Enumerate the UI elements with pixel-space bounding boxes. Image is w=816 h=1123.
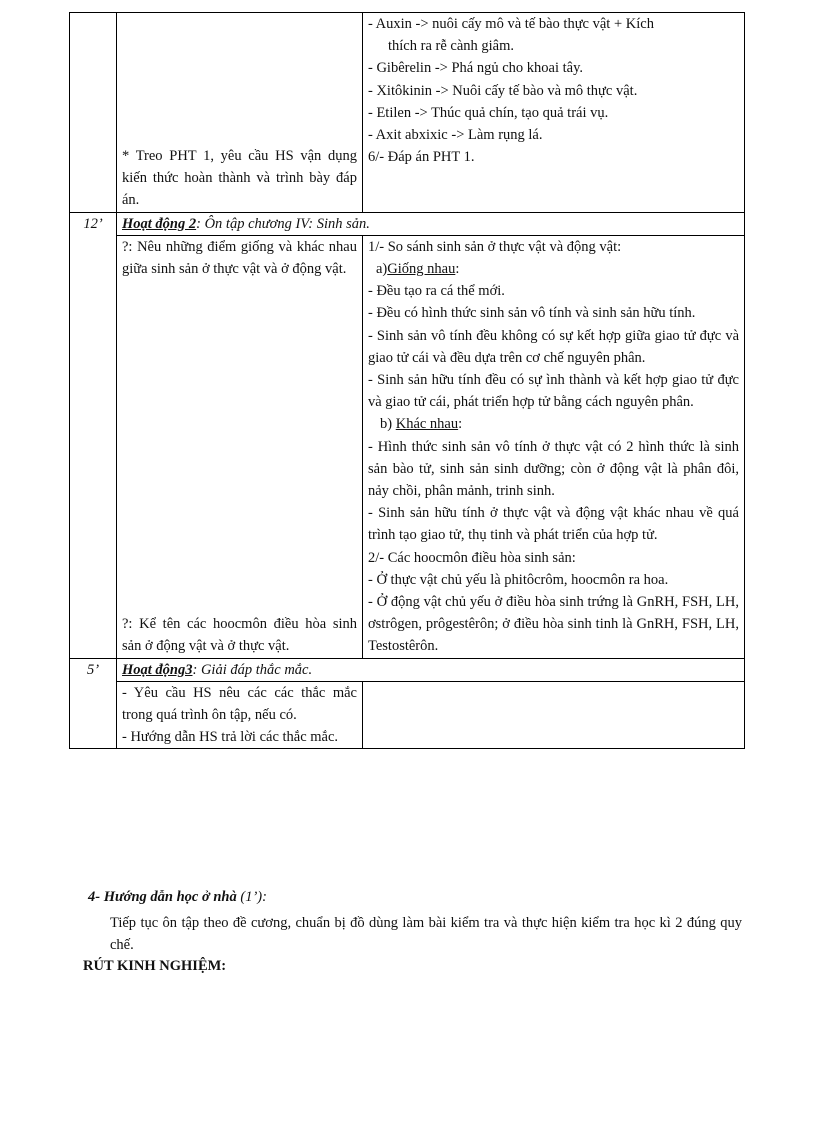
activity2-title-rest: : Ôn tập chương IV: Sinh sản. [196,215,370,232]
activity2-title-bold: Hoạt động 2 [122,215,197,232]
a1-title: 1/- So sánh sinh sản ở thực vật và động vật: [368,238,622,255]
a1-same-item: - Đều tạo ra cá thể mới. [368,283,505,300]
activity2-time: 12’ [70,212,117,658]
activity3-title-rest: : Giải đáp thắc mắc. [192,661,313,678]
lesson-table [69,12,745,749]
axit-line: - Axit abxixic -> Làm rụng lá. [368,127,543,144]
activity3-time: 5’ [70,658,117,749]
time-cell-empty [70,13,117,213]
activity3-title-bold: Hoạt động3 [122,661,193,678]
student-cell-top [363,13,745,213]
activity3-line: - Yêu cầu HS nêu các các thắc mắc trong quá trình ôn tập, nếu có. [122,684,357,724]
a1-diff-heading: b) Khác nhau: [380,416,463,433]
a1-same-item: - Sinh sản vô tính đều không có sự kết hợp giữa giao tử đực và giao tử cái và đều dựa trên cơ chế nguyên phân. [368,327,739,366]
activity2-heading [117,212,745,235]
a1-diff-item: - Hình thức sinh sản vô tính ở thực vật có 2 hình thức là sinh sản bào tử, sinh sản sinh dưỡng; còn ở động vật là phân đôi, nảy chồi, phân mảnh, trinh sinh. [368,438,739,500]
homework-title: 4- Hướng dẫn học ở nhà [88,889,237,905]
activity3-line: - Hướng dẫn HS trả lời các thắc mắc. [122,729,339,746]
auxin-line: - Auxin -> nuôi cấy mô và tế bào thực vật + Kích [368,16,654,32]
a1-same-item: - Sinh sản hữu tính đều có sự ình thành và kết hợp giao tử đực và giao tử cái, phát triển hợp tử bằng cách nguyên phân. [368,372,739,411]
teacher-cell-top [117,13,363,213]
homework-time: (1’): [236,889,267,905]
a1-same-heading: a)Giống nhau: [376,261,460,278]
a2-item: - Ở thực vật chủ yếu là phitôcrôm, hoocmôn ra hoa. [368,571,669,588]
a2-title: 2/- Các hoocmôn điều hòa sinh sản: [368,549,576,566]
row-activity2-content [70,235,745,658]
row-activity2-heading [70,212,745,235]
row-activity3-heading [70,658,745,681]
activity3-heading [117,658,745,681]
a1-diff-item: - Sinh sản hữu tính ở thực vật và động vật khác nhau về quá trình tạo giao tử, thụ tinh và phát triển của hợp tử. [368,505,739,544]
activity3-teacher-cell [117,681,363,749]
activity2-student-cell [363,235,745,658]
homework-text: Tiếp tục ôn tập theo đề cương, chuẩn bị đồ dùng làm bài kiểm tra và thực hiện kiểm tra học kì 2 đúng quy chế. [110,915,742,953]
pht1-answer-line: 6/- Đáp án PHT 1. [368,149,475,166]
activity3-student-cell [363,681,745,749]
a1-same-item: - Đều có hình thức sinh sản vô tính và sinh sản hữu tính. [368,305,696,322]
auxin-line-cont: thích ra rễ cành giâm. [388,38,515,55]
activity2-question2: ?: Kể tên các hoocmôn điều hòa sinh sản ở động vật và ở thực vật. [122,616,357,655]
etilen-line: - Etilen -> Thúc quả chín, tạo quả trái vụ. [368,104,609,121]
teacher-prompt-pht1: * Treo PHT 1, yêu cầu HS vận dụng kiến thức hoàn thành và trình bày đáp án. [122,148,357,209]
xitokinin-line: - Xitôkinin -> Nuôi cấy tế bào và mô thực vật. [368,82,638,99]
activity2-teacher-cell [117,235,363,658]
homework-heading [88,889,267,906]
giberelin-line: - Gibêrelin -> Phá ngủ cho khoai tây. [368,60,584,77]
activity2-question1: ?: Nêu những điểm giống và khác nhau giữa sinh sản ở thực vật và ở động vật. [122,238,357,278]
row-activity3-content [70,681,745,749]
row-section-top [70,13,745,213]
review-title: RÚT KINH NGHIỆM: [83,958,227,974]
a2-item: - Ở động vật chủ yếu ở điều hòa sinh trứng là GnRH, FSH, LH, ơstrôgen, prôgestêrôn; ở điều hòa sinh tinh là GnRH, FSH, LH, Testostêrôn. [368,594,739,655]
